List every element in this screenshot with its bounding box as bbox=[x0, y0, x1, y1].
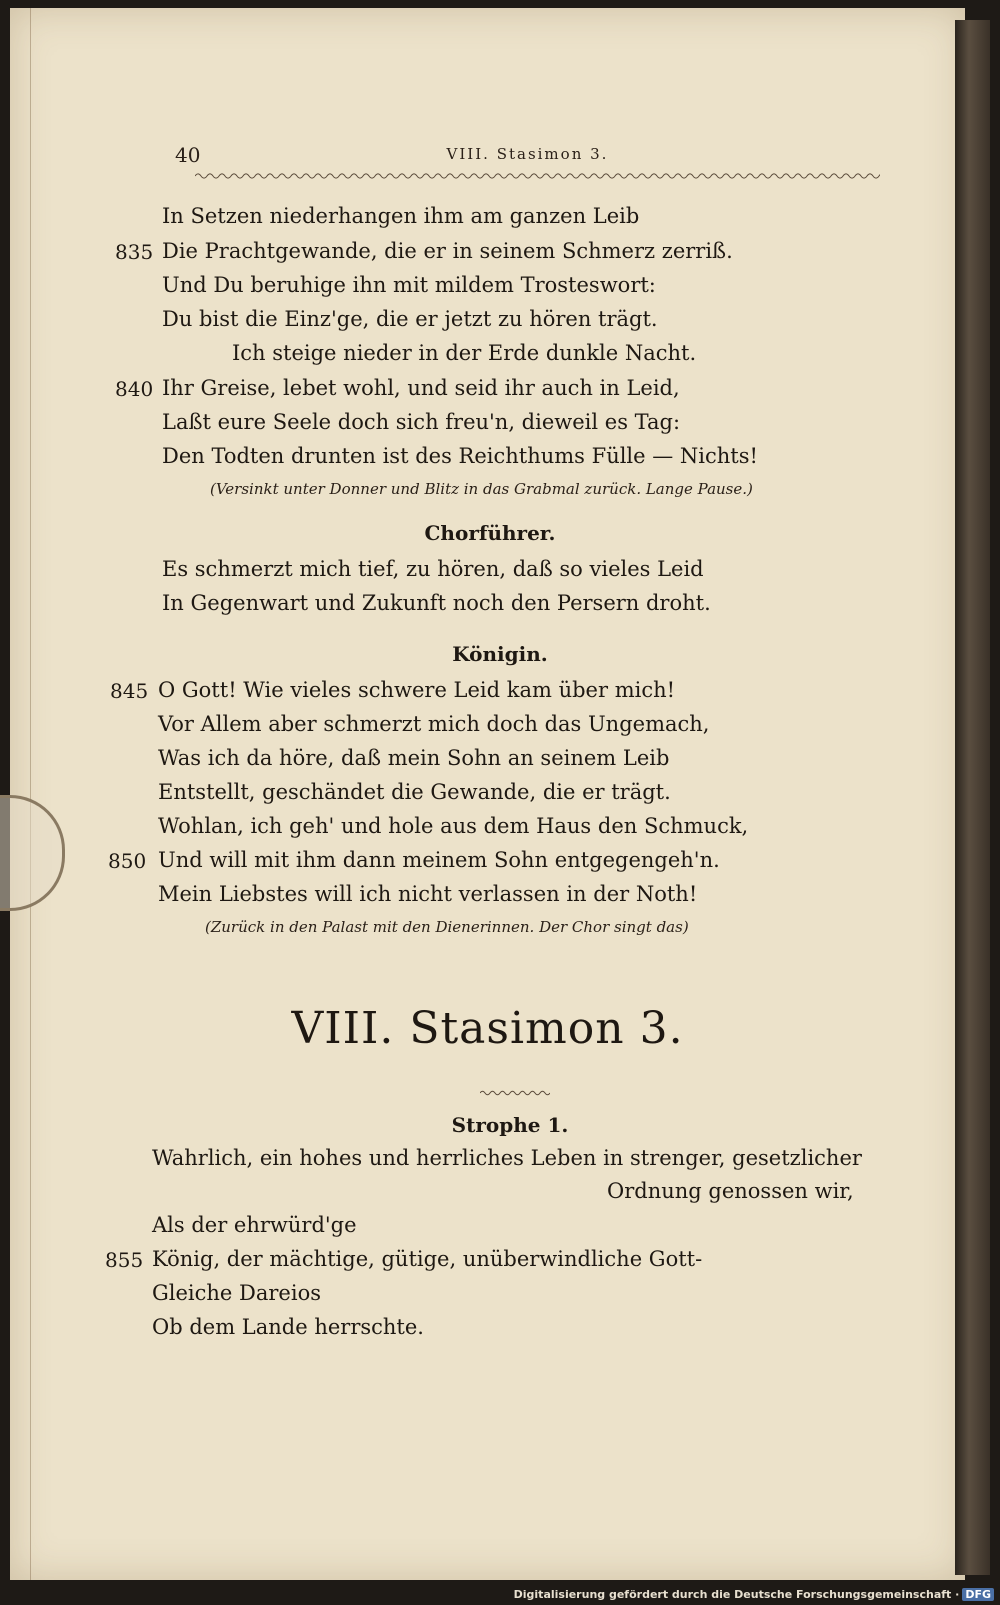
verse-line: O Gott! Wie vieles schwere Leid kam über mich! bbox=[158, 678, 676, 702]
verse-line: Wahrlich, ein hohes und herrliches Leben in strenger, gesetzlicher bbox=[152, 1146, 862, 1170]
book-spine bbox=[955, 20, 990, 1575]
verse-line: Wohlan, ich geh' und hole aus dem Haus den Schmuck, bbox=[158, 814, 749, 838]
verse-line: Entstellt, geschändet die Gewande, die er trägt. bbox=[158, 780, 671, 804]
page-header bbox=[175, 143, 880, 167]
verse-line: Ordnung genossen wir, bbox=[607, 1179, 854, 1203]
verse-line: In Gegenwart und Zukunft noch den Persern droht. bbox=[162, 591, 711, 615]
verse-line: Ich steige nieder in der Erde dunkle Nacht. bbox=[232, 341, 697, 365]
verse-line: Gleiche Dareios bbox=[152, 1281, 321, 1305]
verse-line: König, der mächtige, gütige, unüberwindliche Gott- bbox=[152, 1247, 703, 1271]
line-number-835: 835 bbox=[115, 240, 154, 264]
line-number-850: 850 bbox=[108, 849, 147, 873]
verse-line: Mein Liebstes will ich nicht verlassen in der Noth! bbox=[158, 882, 698, 906]
running-title: VIII. Stasimon 3. bbox=[446, 145, 609, 163]
speaker-chorfuehrer: Chorführer. bbox=[424, 521, 556, 545]
digitization-footer bbox=[514, 1588, 994, 1601]
verse-line: Ob dem Lande herrschte. bbox=[152, 1315, 424, 1339]
header-wavy-rule bbox=[195, 170, 880, 182]
stage-direction: (Versinkt unter Donner und Blitz in das Grabmal zurück. Lange Pause.) bbox=[210, 480, 753, 498]
verse-line: Den Todten drunten ist des Reichthums Fülle — Nichts! bbox=[162, 444, 758, 468]
line-number-855: 855 bbox=[105, 1248, 144, 1272]
line-number-845: 845 bbox=[110, 679, 149, 703]
verse-line: Es schmerzt mich tief, zu hören, daß so vieles Leid bbox=[162, 557, 704, 581]
verse-line: Du bist die Einz'ge, die er jetzt zu hören trägt. bbox=[162, 307, 658, 331]
verse-line: In Setzen niederhangen ihm am ganzen Leib bbox=[162, 204, 640, 228]
verse-line: Und Du beruhige ihn mit mildem Trosteswort: bbox=[162, 273, 656, 297]
verse-line: Ihr Greise, lebet wohl, und seid ihr auch in Leid, bbox=[162, 376, 680, 400]
book-page bbox=[10, 8, 965, 1580]
title-wavy-ornament bbox=[480, 1088, 550, 1098]
stage-direction: (Zurück in den Palast mit den Dienerinnen. Der Chor singt das) bbox=[205, 918, 689, 936]
verse-line: Als der ehrwürd'ge bbox=[152, 1213, 357, 1237]
page-edge-line bbox=[30, 8, 31, 1580]
verse-line: Die Prachtgewande, die er in seinem Schmerz zerriß. bbox=[162, 239, 733, 263]
footer-text: Digitalisierung gefördert durch die Deutsche Forschungsgemeinschaft · bbox=[513, 1588, 960, 1601]
verse-line: Und will mit ihm dann meinem Sohn entgegengeh'n. bbox=[158, 848, 720, 872]
line-number-840: 840 bbox=[115, 377, 154, 401]
page-number: 40 bbox=[175, 143, 201, 167]
dfg-logo: DFG bbox=[962, 1588, 994, 1601]
verse-line: Vor Allem aber schmerzt mich doch das Ungemach, bbox=[158, 712, 710, 736]
strophe-heading: Strophe 1. bbox=[451, 1113, 569, 1137]
section-title: VIII. Stasimon 3. bbox=[291, 1003, 684, 1054]
verse-line: Was ich da höre, daß mein Sohn an seinem Leib bbox=[158, 746, 670, 770]
speaker-koenigin: Königin. bbox=[452, 642, 548, 666]
verse-line: Laßt eure Seele doch sich freu'n, dieweil es Tag: bbox=[162, 410, 681, 434]
